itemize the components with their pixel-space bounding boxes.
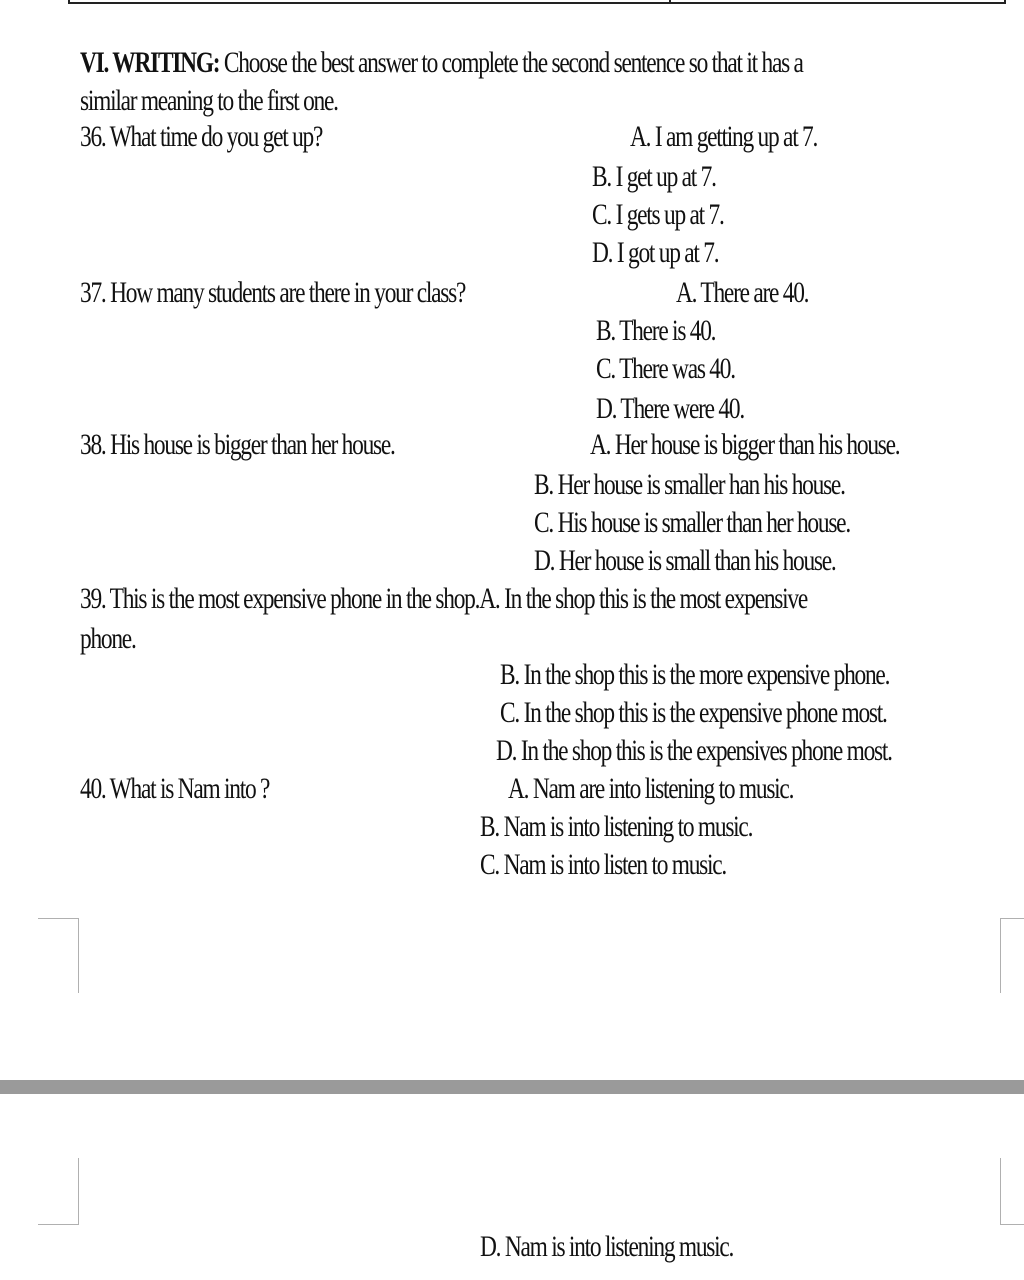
question-37-option-d: D. There were 40. <box>596 392 744 425</box>
question-36-option-d: D. I got up at 7. <box>592 236 719 269</box>
section-instruction-continued: similar meaning to the first one. <box>80 84 338 117</box>
question-36-option-a: A. I am getting up at 7. <box>630 120 818 153</box>
page-corner-mark-left-lower <box>38 1158 79 1225</box>
section-heading-line <box>80 44 803 82</box>
question-39-option-a: A. In the shop this is the most expensive <box>479 582 807 615</box>
question-37-option-b: B. There is 40. <box>596 314 716 347</box>
section-heading: VI. WRITING: <box>80 46 220 79</box>
page-corner-mark-left <box>38 918 79 993</box>
question-39-prompt: 39. This is the most expensive phone in the shop. <box>80 582 480 615</box>
page-separator <box>0 1080 1024 1094</box>
page-top-border <box>68 0 1006 4</box>
question-36-option-b: B. I get up at 7. <box>592 160 716 193</box>
page-corner-mark-right <box>1000 918 1024 993</box>
question-38-option-b: B. Her house is smaller han his house. <box>534 468 845 501</box>
question-37-option-a: A. There are 40. <box>676 276 809 309</box>
question-39-option-b: B. In the shop this is the more expensive phone. <box>500 658 890 691</box>
question-39-option-a-continued: phone. <box>80 622 136 655</box>
question-38-option-a: A. Her house is bigger than his house. <box>590 428 900 461</box>
question-37-option-c: C. There was 40. <box>596 352 735 385</box>
section-instruction: Choose the best answer to complete the second sentence so that it has a <box>219 46 803 79</box>
question-36-option-c: C. I gets up at 7. <box>592 198 724 231</box>
question-38-prompt: 38. His house is bigger than her house. <box>80 428 395 461</box>
question-38-option-c: C. His house is smaller than her house. <box>534 506 850 539</box>
question-39-option-d: D. In the shop this is the expensives phone most. <box>496 734 892 767</box>
question-37-prompt: 37. How many students are there in your class? <box>80 276 466 309</box>
question-40-option-b: B. Nam is into listening to music. <box>480 810 753 843</box>
question-39-option-c: C. In the shop this is the expensive phone most. <box>500 696 887 729</box>
question-40-option-c: C. Nam is into listen to music. <box>480 848 727 881</box>
page-top-divider <box>669 0 671 4</box>
question-40-option-d: D. Nam is into listening music. <box>480 1230 734 1263</box>
question-40-prompt: 40. What is Nam into ? <box>80 772 270 805</box>
question-39-line <box>80 580 807 618</box>
question-36-prompt: 36. What time do you get up? <box>80 120 323 153</box>
question-38-option-d: D. Her house is small than his house. <box>534 544 836 577</box>
page-corner-mark-right-lower <box>1000 1158 1024 1225</box>
question-40-option-a: A. Nam are into listening to music. <box>508 772 794 805</box>
